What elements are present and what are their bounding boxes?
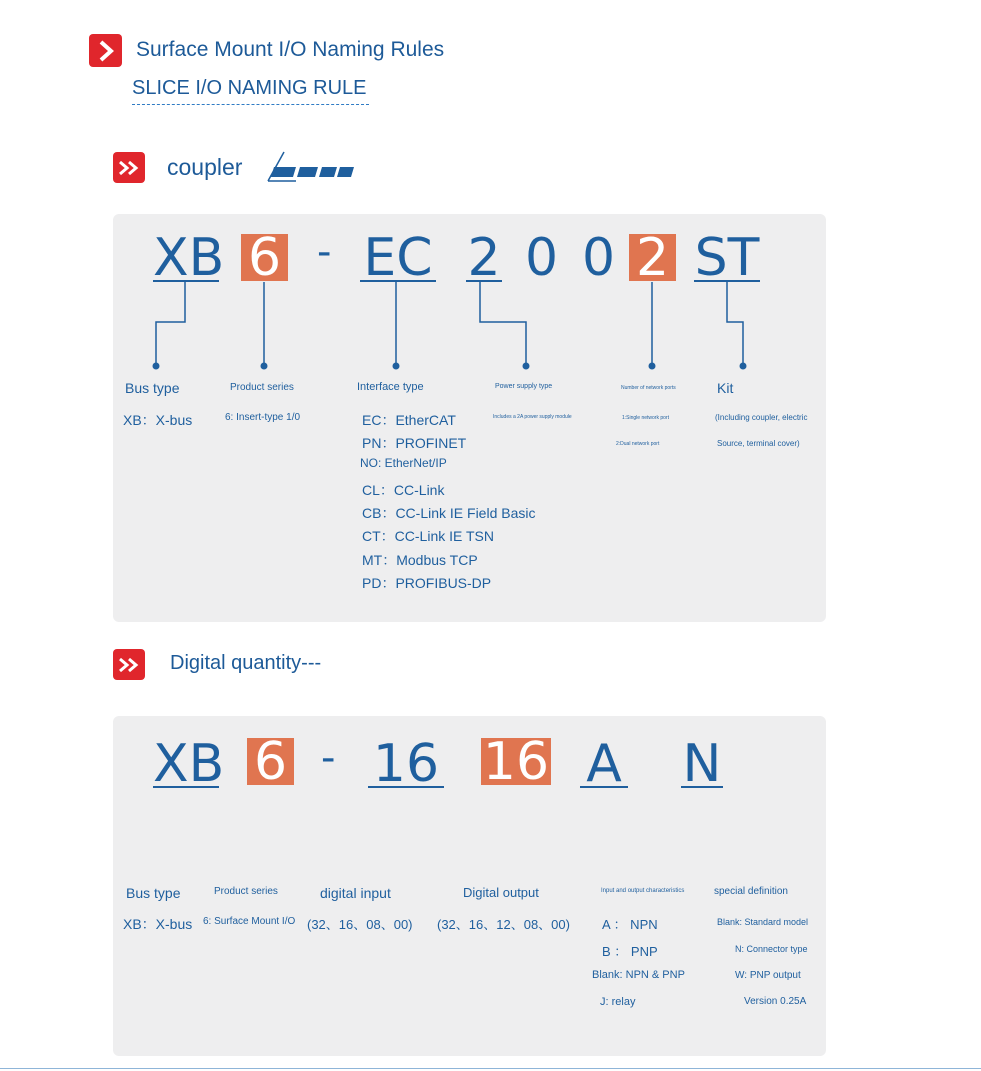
interface-item: NO: EtherNet/IP [360, 456, 447, 470]
code-part-power: 2 [467, 228, 501, 288]
label-bus-type: Bus type [125, 380, 180, 396]
interface-item: EC：EtherCAT [362, 412, 456, 428]
label-network-ports: Number of network ports [621, 385, 676, 391]
value-bus-type: XB：X-bus [123, 412, 193, 428]
label-io-characteristics: Input and output characteristics [601, 888, 685, 894]
code-part-series: 6 [241, 234, 288, 281]
code-part-ports: 2 [629, 234, 676, 281]
interface-item: PN：PROFINET [362, 435, 467, 451]
value-kit-line: (Including coupler, electric [715, 413, 808, 422]
double-chevron-icon [113, 649, 145, 680]
code-part-zero2: 0 [582, 228, 616, 288]
value-digital-output: (32、16、12、08、00) [437, 917, 570, 932]
io-item: A ： NPN [602, 917, 658, 932]
value-ports-item: 2:Dual network port [616, 441, 660, 447]
code-part-xb: XB [153, 228, 225, 288]
special-item: Version 0.25A [744, 996, 807, 1007]
page-title: Surface Mount I/O Naming Rules [136, 38, 445, 61]
label-digital-input: digital input [320, 885, 391, 901]
code-part-output: 16 [482, 731, 550, 792]
label-special-definition: special definition [714, 886, 788, 897]
label-digital-output: Digital output [463, 885, 539, 900]
interface-item: PD：PROFIBUS-DP [362, 575, 492, 591]
label-power-supply: Power supply type [495, 383, 553, 390]
special-item: N: Connector type [735, 944, 808, 954]
code-part-series: 6 [247, 738, 294, 785]
io-item: J: relay [600, 996, 636, 1008]
code-part-input: 16 [368, 738, 444, 788]
label-product-series: Product series [230, 382, 294, 393]
interface-item: CL：CC-Link [362, 482, 445, 498]
interface-item: CT：CC-Link IE TSN [362, 528, 494, 544]
value-product-series: 6: Insert-type 1/0 [225, 412, 301, 423]
special-item: Blank: Standard model [717, 917, 809, 927]
code-part-io: A [580, 738, 628, 788]
label-kit: Kit [717, 380, 734, 396]
digital-heading: Digital quantity--- [170, 652, 322, 674]
value-power-supply: Includes a 2A power supply module [493, 414, 572, 420]
code-dash: - [317, 229, 332, 275]
io-item: B ： PNP [602, 944, 658, 959]
label-interface-type: Interface type [357, 381, 424, 393]
code-part-zero1: 0 [525, 228, 559, 288]
value-kit-line: Source, terminal cover) [717, 439, 800, 448]
interface-item: CB：CC-Link IE Field Basic [362, 505, 536, 521]
value-product-series: 6: Surface Mount I/O [203, 916, 296, 927]
code-part-kit: ST [694, 228, 760, 288]
code-part-xb: XB [153, 734, 225, 794]
code-dash: - [321, 735, 336, 781]
code-part-ec: EC [360, 232, 436, 282]
label-product-series: Product series [214, 886, 278, 897]
code-part-special: N [682, 734, 722, 794]
value-bus-type: XB：X-bus [123, 916, 193, 932]
value-ports-item: 1:Single network port [622, 415, 669, 421]
page-subtitle: SLICE I/O NAMING RULE [132, 77, 369, 105]
value-digital-input: (32、16、08、00) [307, 917, 413, 932]
bottom-divider [0, 1068, 981, 1069]
special-item: W: PNP output [735, 970, 801, 981]
label-bus-type: Bus type [126, 885, 181, 901]
interface-item: MT：Modbus TCP [362, 552, 478, 568]
io-item: Blank: NPN & PNP [592, 969, 685, 981]
coupler-heading: coupler [167, 154, 243, 180]
